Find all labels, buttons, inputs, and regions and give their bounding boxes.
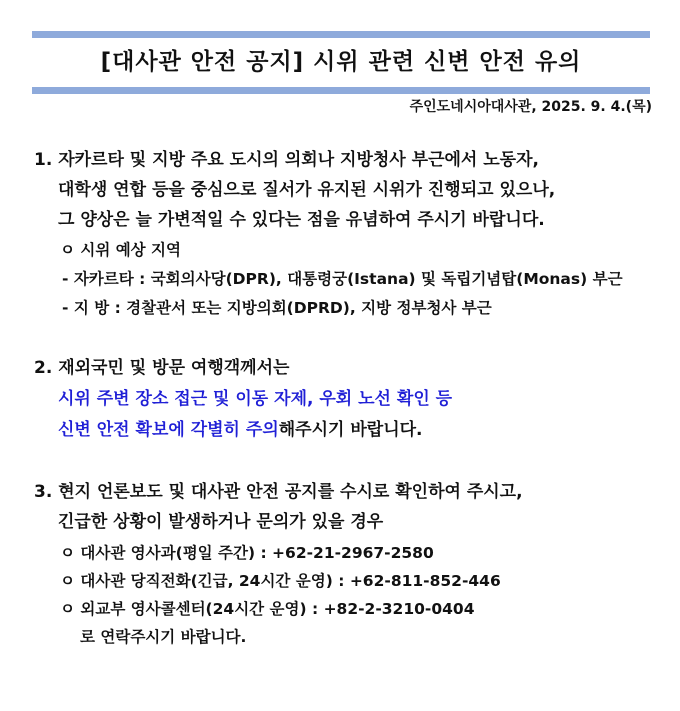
notice-date: 주인도네시아대사관, 2025. 9. 4.(목) bbox=[409, 99, 652, 115]
section1-line-3: 그 양상은 늘 가변적일 수 있다는 점을 유념하여 주시기 바랍니다. bbox=[58, 210, 545, 230]
section3-line-1: 3. 현지 언론보도 및 대사관 안전 공지를 수시로 확인하여 주시고, bbox=[34, 482, 523, 502]
section3-closing: 로 연락주시기 바랍니다. bbox=[80, 628, 247, 646]
section1-item-jakarta: - 자카르타 : 국회의사당(DPR), 대통령궁(Istana) 및 독립기념탑(Monas) 부근 bbox=[62, 270, 623, 288]
section2-line-2: 시위 주변 장소 접근 및 이동 자제, 우회 노선 확인 등 bbox=[58, 389, 453, 409]
section3-line-2: 긴급한 상황이 발생하거나 문의가 있을 경우 bbox=[58, 512, 384, 532]
section1-item-regional: - 지 방 : 경찰관서 또는 지방의회(DPRD), 지방 정부청사 부근 bbox=[62, 299, 492, 317]
contact-call-center: ㅇ 외교부 영사콜센터(24시간 운영) : +82-2-3210-0404 bbox=[60, 600, 475, 618]
section2-line-3-rest: 해주시기 바랍니다. bbox=[278, 420, 423, 440]
contact-consular: ㅇ 대사관 영사과(평일 주간) : +62-21-2967-2580 bbox=[60, 544, 434, 562]
section1-line-1: 1. 자카르타 및 지방 주요 도시의 의회나 지방청사 부근에서 노동자, bbox=[34, 150, 539, 170]
contact-duty-phone: ㅇ 대사관 당직전화(긴급, 24시간 운영) : +62-811-852-446 bbox=[60, 572, 501, 590]
section2-line-3 bbox=[58, 419, 423, 441]
header-bottom-bar bbox=[32, 87, 650, 94]
notice-title: [대사관 안전 공지] 시위 관련 신변 안전 유의 bbox=[100, 49, 582, 75]
header-top-bar bbox=[32, 31, 650, 38]
section2-line-1: 2. 재외국민 및 방문 여행객께서는 bbox=[34, 358, 290, 378]
section1-subtitle: ㅇ 시위 예상 지역 bbox=[60, 241, 182, 259]
section1-line-2: 대학생 연합 등을 중심으로 질서가 유지된 시위가 진행되고 있으나, bbox=[58, 180, 556, 200]
section2-highlight: 신변 안전 확보에 각별히 주의 bbox=[58, 420, 279, 440]
